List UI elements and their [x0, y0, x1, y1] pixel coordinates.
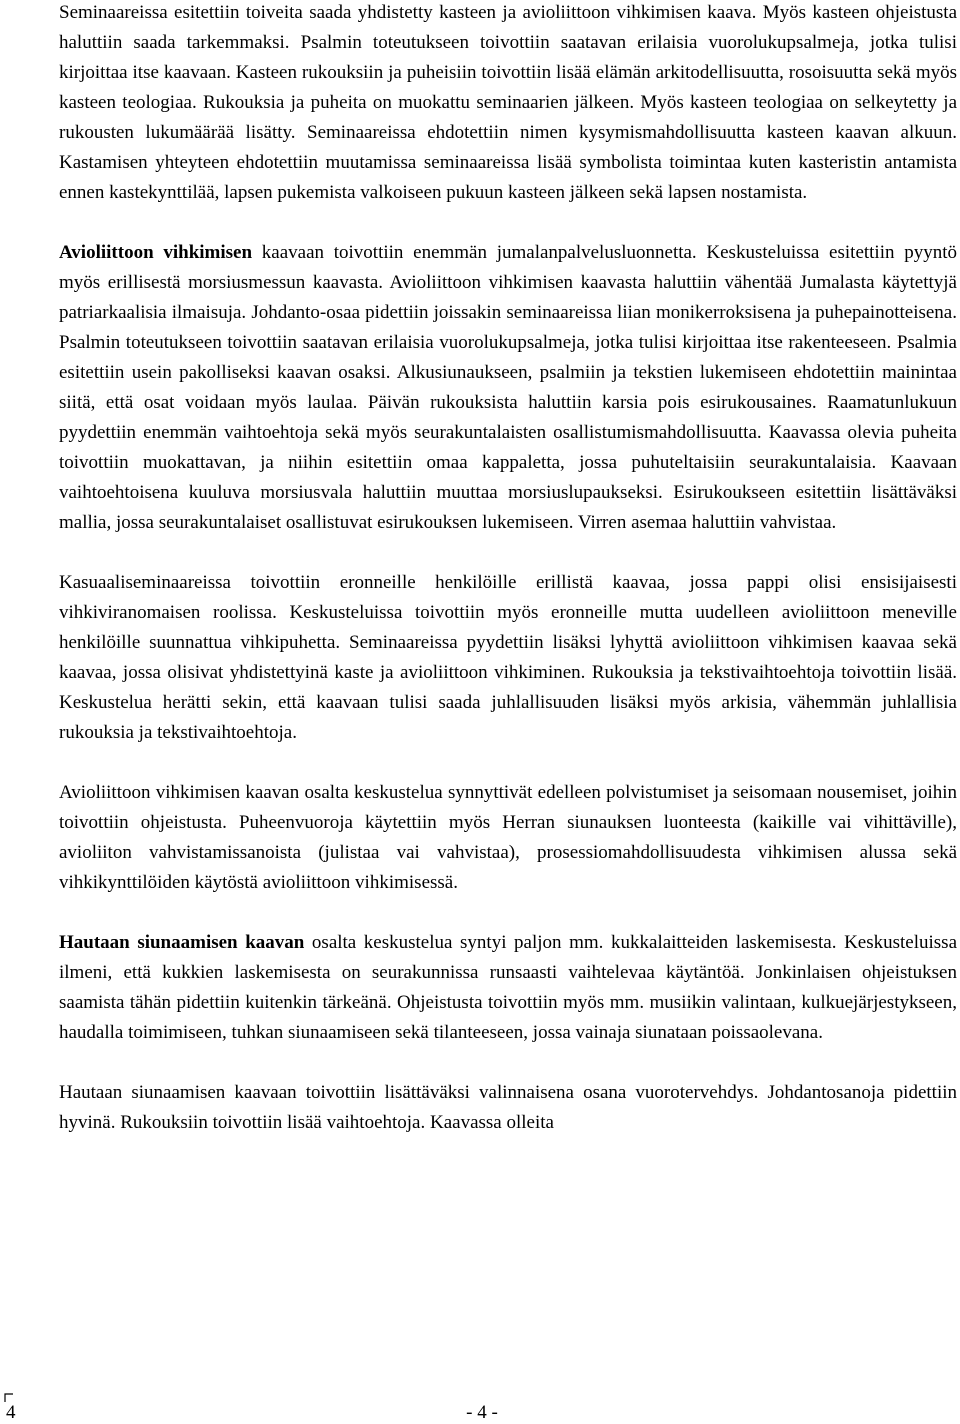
paragraph-text: Avioliittoon vihkimisen kaavan osalta keskustelua synnyttivät edelleen polvistumiset ja seisomaan nousemiset, joihin toivottiin ohjeistusta. Puheenvuoroja käytettiin myös Herran siunauksen luonteesta (kaikille vai vihittäville), avioliiton vahvistamissanoista (julistaa vai vahvistaa), prosessiomahdollisuudesta vihkimisen alussa sekä vihkikynttilöiden käytöstä avioliittoon vihkimisessä. [59, 782, 957, 893]
paragraph-text: Hautaan siunaamisen kaavaan toivottiin lisättäväksi valinnaisena osana vuorotervehdys. Johdantosanoja pidettiin hyvinä. Rukouksiin toivottiin lisää vaihtoehtoja. Kaavassa olleita [59, 1082, 957, 1133]
page-number-text: - 4 - [466, 1402, 498, 1423]
paragraph-baptism [59, 0, 957, 208]
paragraph-text: kaavaan toivottiin enemmän jumalanpalvelusluonnetta. Keskusteluissa esitettiin pyyntö myös erillisestä morsiusmessun kaavasta. Avioliittoon vihkimisen kaavasta haluttiin vähentää Jumalasta käytettyjä patriarkaalisia ilmaisuja. Johdanto-osaa pidettiin joissakin seminaareissa liian monikerroksisena ja puhepainotteisena. Psalmin toteutukseen toivottiin saatavan erilaisia vuorolukupsalmeja, jotka tulisi kirjoittaa itse rakenteeseen. Psalmia esitettiin usein pakolliseksi kaavan osaksi. Alkusiunaukseen, psalmiin ja tekstien lukemiseen ehdotettiin mainintaa siitä, että osat voidaan myös laulaa. Päivän rukouksista haluttiin karsia pois esirukousaines. Raamatunlukuun pyydettiin enemmän vaihtoehtoja sekä myös seurakuntalaisten osallistumismahdollisuutta. Kaavassa olevia puheita toivottiin muokattavan, ja niihin esitettiin omaa kappaletta, jossa puhuteltaisiin seurakuntalaisia. Kaavaan vaihtoehtoisena kuuluva morsiusvala haluttiin muuttaa morsiuslupaukseksi. Esirukoukseen esitettiin lisättäväksi mallia, jossa seurakuntalaiset osallistuvat esirukouksen lukemiseen. Virren asemaa haluttiin vahvistaa. [59, 242, 957, 533]
paragraph-lead: Avioliittoon vihkimisen [59, 242, 253, 263]
paragraph-text: Kasuaaliseminaareissa toivottiin eronneille henkilöille erillistä kaavaa, jossa pappi olisi ensisijaisesti vihkiviranomaisen roolissa. Keskusteluissa toivottiin myös eronneille mutta uudelleen avioliittoon meneville henkilöille suunnattua vihkipuhetta. Seminaareissa pyydettiin lisäksi lyhyttä avioliittoon vihkimisen kaavaa sekä kaavaa, jossa olisivat yhdistettyinä kaste ja avioliittoon vihkiminen. Rukouksia ja tekstivaihtoehtoja toivottiin lisää. Keskustelua herätti sekin, että kaavaan tulisi saada juhlallisuuden lisäksi myös arkisia, vähemmän juhlallisia rukouksia ja tekstivaihtoehtoja. [59, 572, 957, 743]
paragraph-funeral-greeting [59, 1078, 957, 1138]
page-number-left: 4 [6, 1402, 16, 1423]
document-body [59, 0, 957, 1138]
paragraph-text: osalta keskustelua syntyi paljon mm. kukkalaitteiden laskemisesta. Keskusteluissa ilmeni, että kukkien laskemisesta on seurakunnissa runsaasti vaihtelevaa käytäntöä. Jonkinlaisen ohjeistuksen saamista tähän pidettiin kuitenkin tärkeänä. Ohjeistusta toivottiin myös mm. musiikin valintaan, kulkuejärjestykseen, haudalla toimimiseen, tuhkan siunaamiseen sekä tilanteeseen, jossa vainaja siunataan poissaolevana. [59, 932, 957, 1043]
paragraph-lead: Hautaan siunaamisen kaavan [59, 932, 305, 953]
paragraph-text: Seminaareissa esitettiin toiveita saada yhdistetty kasteen ja avioliittoon vihkimisen kaava. Myös kasteen ohjeistusta haluttiin saada tarkemmaksi. Psalmin toteutukseen toivottiin saatavan erilaisia vuorolukupsalmeja, jotka tulisi kirjoittaa itse kaavaan. Kasteen rukouksiin ja puheisiin toivottiin lisää elämän arkitodellisuutta, rosoisuutta sekä myös kasteen teologiaa. Rukouksia ja puheita on muokattu seminaarien jälkeen. Myös kasteen teologiaa on selkeytetty ja rukousten lukumäärää lisätty. Seminaareissa ehdotettiin nimen kysymismahdollisuutta kasteen kaavan alkuun. Kastamisen yhteyteen ehdotettiin muutamissa seminaareissa lisää symbolista toimintaa kuten kasteristin antamista ennen kastekynttilää, lapsen pukemista valkoiseen pukuun kasteen jälkeen sekä lapsen nostamista. [59, 2, 957, 203]
paragraph-funeral [59, 928, 957, 1048]
paragraph-marriage-discussion [59, 778, 957, 898]
paragraph-casual-seminars [59, 568, 957, 748]
paragraph-marriage [59, 238, 957, 538]
